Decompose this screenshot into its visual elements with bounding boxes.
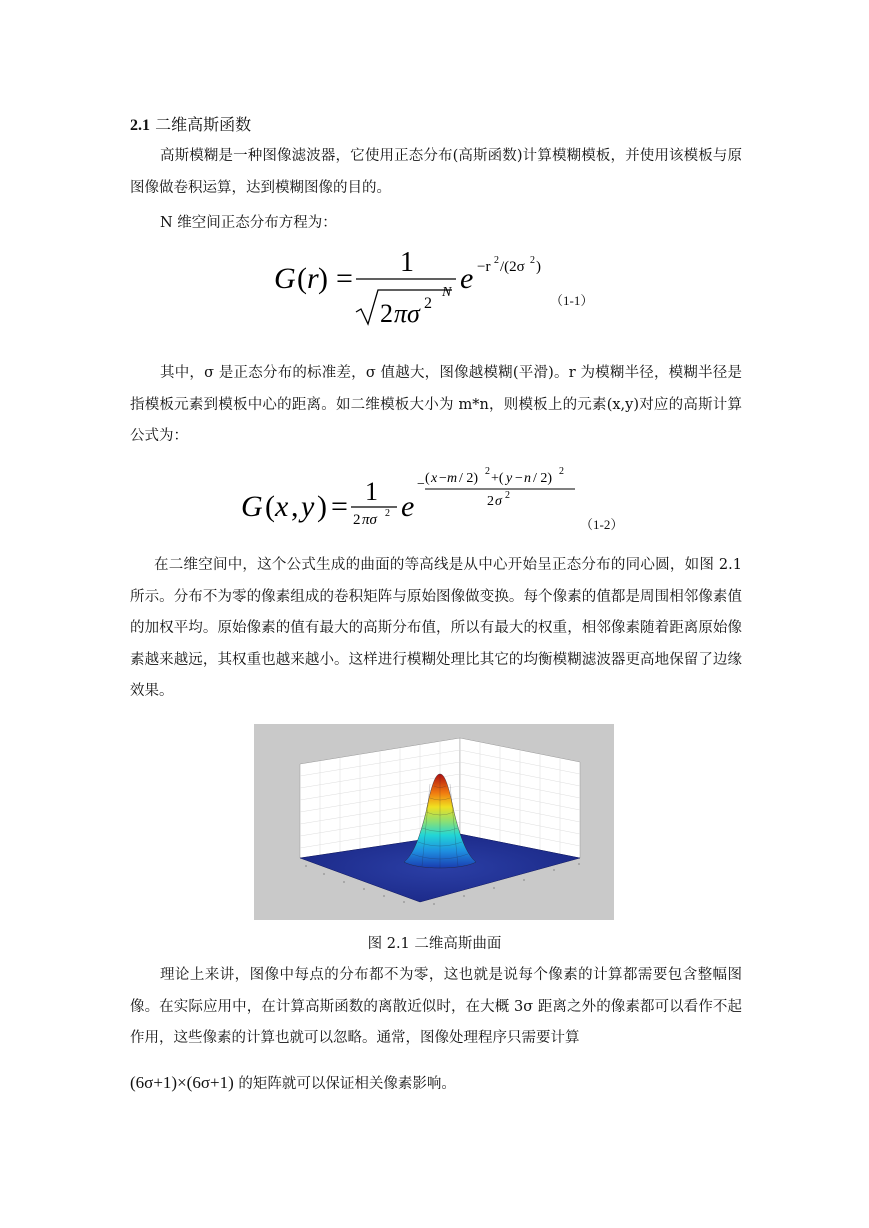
svg-text:−r: −r — [477, 259, 491, 275]
paragraph-theory: 理论上来讲，图像中每点的分布都不为零，这也就是说每个像素的计算都需要包含整幅图像。在实际应用中，在计算高斯函数的离散近似时，在大概 3σ 距离之外的像素都可以看作不起作用，这些像素的计算也就可以忽略。通常，图像处理程序只需要计算 — [130, 967, 742, 1046]
svg-text:y: y — [301, 490, 315, 523]
svg-text:G: G — [274, 262, 296, 295]
svg-text:x: x — [275, 490, 289, 523]
svg-text:y: y — [506, 471, 513, 486]
matrix-size-formula: (6σ+1)×(6σ+1) — [130, 1073, 234, 1092]
svg-text:2: 2 — [505, 490, 510, 501]
paragraph-sigma: 其中，σ 是正态分布的标准差，σ 值越大，图像越模糊(平滑)。r 为模糊半径，模糊半径是指模板元素到模板中心的距离。如二维模板大小为 m*n，则模板上的元素(x,y)对应的高斯计算公式为： — [130, 365, 742, 444]
svg-text:(: ( — [265, 490, 275, 523]
svg-text:): ) — [536, 259, 541, 275]
gaussian-surface-plot — [254, 724, 614, 920]
section-title: 二维高斯函数 — [155, 115, 252, 134]
equation-1-1 — [260, 238, 620, 338]
svg-text:2: 2 — [380, 299, 393, 328]
svg-text:2: 2 — [487, 494, 494, 509]
svg-text:2: 2 — [353, 512, 361, 528]
svg-text:2: 2 — [485, 466, 490, 477]
svg-text:−: − — [417, 477, 425, 492]
figure-caption: 图 2.1 二维高斯曲面 — [367, 936, 502, 952]
figure-gaussian-surface — [254, 724, 614, 920]
svg-text:2: 2 — [530, 255, 535, 266]
svg-text:): ) — [317, 490, 327, 523]
svg-text:πσ: πσ — [394, 299, 420, 328]
svg-text:m: m — [447, 471, 458, 486]
svg-text:πσ: πσ — [362, 512, 377, 528]
svg-text:1: 1 — [365, 477, 378, 506]
svg-text:r: r — [307, 262, 319, 295]
svg-text:2: 2 — [494, 255, 499, 266]
svg-text:+(: +( — [491, 471, 504, 486]
svg-text:−: − — [515, 471, 523, 486]
svg-text:2: 2 — [385, 508, 390, 519]
svg-text:N: N — [442, 285, 452, 300]
section-number: 2.1 — [130, 117, 150, 134]
paragraph-contour: 在二维空间中，这个公式生成的曲面的等高线是从中心开始呈正态分布的同心圆，如图 2.1 所示。分布不为零的像素组成的卷积矩阵与原始图像做变换。每个像素的值都是周围相邻像素值的加权平均。原始像素的值有最大的高斯分布值，所以有最大的权重，相邻像素随着距离原始像素越来越远，其权重也越来越小。这样进行模糊处理比其它的均衡模糊滤波器更高地保留了边缘效果。 — [130, 557, 742, 699]
svg-text:): ) — [318, 262, 328, 295]
svg-text:/ 2): / 2) — [533, 471, 553, 486]
svg-text:σ: σ — [495, 494, 502, 509]
svg-text:=: = — [336, 262, 353, 295]
svg-text:/(2σ: /(2σ — [500, 259, 525, 275]
svg-text:(: ( — [425, 471, 430, 486]
paragraph-intro: 高斯模糊是一种图像滤波器，它使用正态分布(高斯函数)计算模糊模板，并使用该模板与原图像做卷积运算，达到模糊图像的目的。 — [130, 148, 742, 196]
equation-number-1-1: （1-1） — [550, 293, 594, 308]
svg-text:=: = — [331, 490, 348, 523]
svg-text:1: 1 — [400, 247, 414, 278]
matrix-size-text: 的矩阵就可以保证相关像素影响。 — [238, 1076, 456, 1092]
svg-text:e: e — [401, 490, 415, 523]
paragraph-n-dim: N 维空间正态分布方程为： — [160, 215, 337, 231]
svg-text:G: G — [241, 490, 263, 523]
svg-text:2: 2 — [424, 295, 432, 312]
svg-text:2: 2 — [559, 466, 564, 477]
svg-text:x: x — [431, 471, 438, 486]
svg-text:e: e — [460, 262, 474, 295]
equation-1-2 — [235, 458, 635, 538]
section-heading — [130, 112, 251, 135]
svg-text:(: ( — [297, 262, 307, 295]
svg-text:n: n — [524, 471, 531, 486]
svg-text:/ 2): / 2) — [459, 471, 479, 486]
svg-text:,: , — [291, 490, 299, 523]
equation-number-1-2: （1-2） — [580, 517, 624, 532]
svg-text:−: − — [439, 471, 447, 486]
matrix-size-line — [130, 1072, 456, 1093]
